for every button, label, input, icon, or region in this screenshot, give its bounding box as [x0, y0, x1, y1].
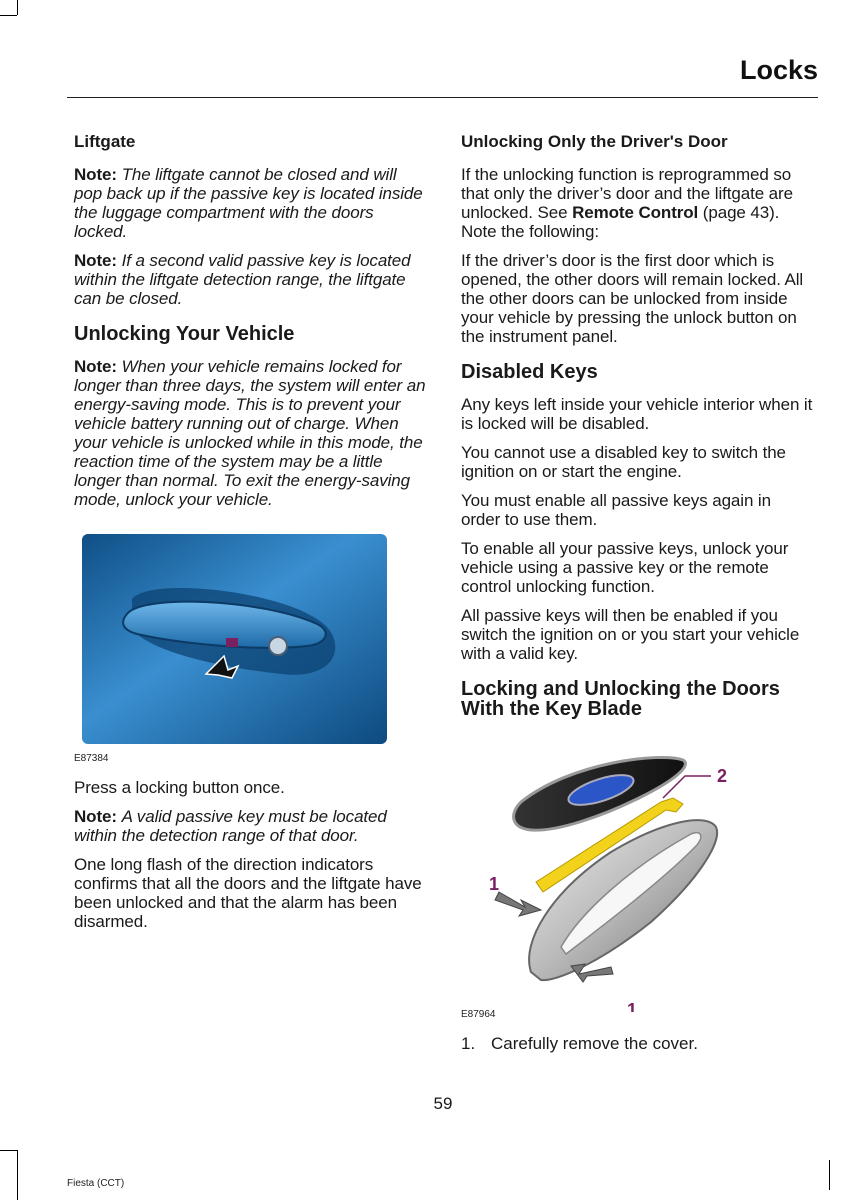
liftgate-note-2	[74, 251, 426, 308]
arrow-icon	[495, 892, 541, 916]
press-text: Press a locking button once.	[74, 778, 285, 797]
figure-code: E87384	[74, 753, 109, 764]
right-column	[461, 132, 813, 1053]
note-label: Note:	[74, 807, 117, 826]
driver-door-heading: Unlocking Only the Driver's Door	[461, 132, 728, 151]
remote-control-link[interactable]: Remote Control	[572, 203, 699, 222]
note-label: Note:	[74, 251, 117, 270]
driver-door-text-2: If the driver’s door is the first door which is opened, the other doors will remain locked. All the other doors can be unlocked from inside your vehicle by pressing the unlock button on the instrument panel.	[461, 251, 804, 346]
key-cylinder	[269, 637, 287, 655]
note-text: When your vehicle remains locked for longer than three days, the system will enter an energy-saving mode. This is to prevent your vehicle battery running out of charge. When your vehicle is unlocked while in this mode, the reaction time of the system may be a little longer than normal. To exit the energy-saving mode, unlock your vehicle.	[74, 357, 426, 509]
crop-mark	[17, 0, 18, 15]
door-handle-figure	[74, 519, 426, 764]
text-span: If the unlocking function is reprogrammed so that only the driver’s door and the liftgate are unlocked. See	[461, 165, 793, 222]
figure-code: E87964	[461, 1009, 496, 1020]
crop-mark	[0, 1150, 17, 1151]
callout-1: 1	[489, 874, 500, 894]
callout-2: 2	[717, 766, 728, 786]
unlocking-note	[74, 357, 426, 509]
disabled-keys-heading: Disabled Keys	[461, 361, 598, 383]
key-blade-figure	[461, 732, 813, 1020]
steps-list	[461, 1034, 813, 1053]
note-label: Note:	[74, 357, 117, 376]
note-text: If a second valid passive key is located within the liftgate detection range, the liftgate can be closed.	[74, 251, 411, 308]
page-number: 59	[433, 1094, 453, 1113]
driver-door-text-1	[461, 165, 813, 241]
crop-mark	[0, 15, 17, 16]
text-span: (page 43). Note the following:	[461, 203, 780, 241]
disabled-text-4: To enable all your passive keys, unlock your vehicle using a passive key or the remote control unlocking function.	[461, 539, 789, 596]
step-text: Carefully remove the cover.	[491, 1034, 698, 1053]
disabled-text-5: All passive keys will then be enabled if you switch the ignition on or you start your vehicle with a valid key.	[461, 606, 800, 663]
key-blade-heading: Locking and Unlocking the Doors With the Key Blade	[461, 678, 780, 720]
note-label: Note:	[74, 165, 117, 184]
key-blade-illustration	[461, 742, 761, 1012]
disabled-text-1: Any keys left inside your vehicle interior when it is locked will be disabled.	[461, 395, 813, 433]
arrow-icon	[571, 964, 613, 982]
callout-1: 1	[627, 1000, 638, 1012]
crop-mark	[829, 1160, 830, 1190]
note-text: A valid passive key must be located within the detection range of that door.	[74, 807, 387, 845]
locking-button	[226, 638, 238, 647]
passive-note	[74, 807, 426, 845]
footer-model: Fiesta (CCT)	[67, 1178, 125, 1189]
disabled-text-2: You cannot use a disabled key to switch the ignition on or start the engine.	[461, 443, 786, 481]
liftgate-heading: Liftgate	[74, 132, 136, 151]
step-number: 1.	[461, 1034, 476, 1053]
liftgate-note-1	[74, 165, 426, 241]
left-column	[74, 132, 426, 941]
disabled-text-3: You must enable all passive keys again in order to use them.	[461, 491, 771, 529]
page-title: Locks	[739, 55, 818, 85]
unlocking-heading: Unlocking Your Vehicle	[74, 323, 295, 345]
header-rule	[67, 97, 818, 98]
door-handle-photo	[82, 534, 387, 744]
note-text: The liftgate cannot be closed and will pop back up if the passive key is located inside the luggage compartment with the doors locked.	[74, 165, 423, 241]
crop-mark	[17, 1150, 18, 1200]
list-item	[461, 1034, 813, 1053]
flash-text: One long flash of the direction indicators confirms that all the doors and the liftgate have been unlocked and that the alarm has been disarmed.	[74, 855, 422, 931]
